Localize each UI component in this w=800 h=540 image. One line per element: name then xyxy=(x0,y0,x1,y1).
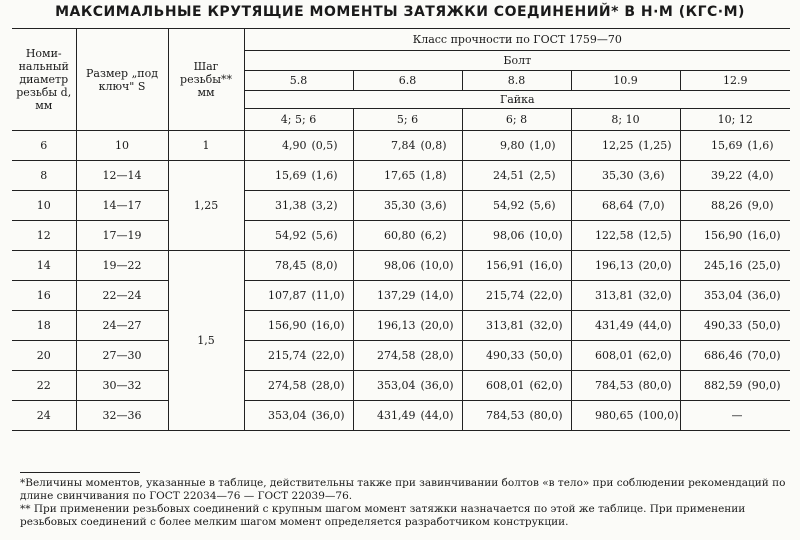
cell-torque xyxy=(353,221,462,251)
table-row xyxy=(12,281,790,311)
torque-nm: 686,46 xyxy=(704,349,743,362)
cell-torque xyxy=(571,131,680,161)
cell-torque xyxy=(353,191,462,221)
torque-nm: 490,33 xyxy=(486,349,525,362)
footnote-1: *Величины моментов, указанные в таблице, действительны также при завинчивании болтов «в тело» при соблюдении рекомендаций по длине свинчивания по ГОСТ 22034—76 — ГОСТ 22039—76. xyxy=(20,477,786,502)
cell-torque xyxy=(353,281,462,311)
torque-kgfm: (7,0) xyxy=(638,199,665,212)
cell-diameter: 12 xyxy=(36,229,51,242)
header-thread-pitch: Шаг резьбы** мм xyxy=(168,29,244,131)
table-row xyxy=(12,131,790,161)
table-row xyxy=(12,341,790,371)
torque-nm: 122,58 xyxy=(595,229,634,242)
torque-kgfm: (16,0) xyxy=(311,319,345,332)
cell-diameter: 10 xyxy=(36,199,51,212)
cell-wrench-size: 19—22 xyxy=(76,251,168,281)
torque-kgfm: (5,6) xyxy=(529,199,556,212)
torque-kgfm: (1,8) xyxy=(420,169,447,182)
torque-kgfm: (10,0) xyxy=(529,229,563,242)
torque-nm: 15,69 xyxy=(275,169,307,182)
torque-kgfm: (44,0) xyxy=(420,409,454,422)
torque-kgfm: (1,6) xyxy=(311,169,338,182)
torque-kgfm: (0,5) xyxy=(311,139,338,152)
torque-kgfm: (25,0) xyxy=(747,259,781,272)
torque-nm: 156,90 xyxy=(704,229,743,242)
cell-torque xyxy=(571,251,680,281)
torque-nm: 215,74 xyxy=(486,289,525,302)
torque-nm: 353,04 xyxy=(268,409,307,422)
cell-torque xyxy=(244,371,353,401)
bolt-class-0: 5.8 xyxy=(244,71,353,91)
torque-nm: 35,30 xyxy=(602,169,634,182)
footnotes xyxy=(20,472,790,529)
cell-diameter: 14 xyxy=(12,251,76,281)
torque-nm: 137,29 xyxy=(377,289,416,302)
table-row xyxy=(12,251,790,281)
torque-nm: 17,65 xyxy=(384,169,416,182)
footnote-2: ** При применении резьбовых соединений с крупным шагом момент затяжки назначается по этой же таблице. При применении резьбовых соединений с более мелким шагом момент определяется разработчиком конструкции. xyxy=(20,503,746,528)
torque-kgfm: (12,5) xyxy=(638,229,672,242)
cell-torque xyxy=(680,251,790,281)
cell-torque xyxy=(462,281,571,311)
torque-nm: 274,58 xyxy=(377,349,416,362)
torque-kgfm: (8,0) xyxy=(311,259,338,272)
torque-kgfm: (50,0) xyxy=(747,319,781,332)
torque-kgfm: (11,0) xyxy=(311,289,345,302)
cell-diameter: 16 xyxy=(36,289,51,302)
torque-kgfm: (6,2) xyxy=(420,229,447,242)
torque-kgfm: (5,6) xyxy=(311,229,338,242)
cell-torque xyxy=(680,191,790,221)
torque-nm: 54,92 xyxy=(275,229,307,242)
cell-torque xyxy=(680,401,790,431)
cell-torque xyxy=(244,281,353,311)
cell-torque xyxy=(353,371,462,401)
torque-nm: 196,13 xyxy=(595,259,634,272)
torque-kgfm: (32,0) xyxy=(529,319,563,332)
torque-nm: 274,58 xyxy=(268,379,307,392)
torque-kgfm: (22,0) xyxy=(311,349,345,362)
cell-torque xyxy=(680,311,790,341)
cell-wrench-size: 12—14 xyxy=(76,161,168,191)
torque-kgfm: (62,0) xyxy=(638,349,672,362)
nut-class-4: 10; 12 xyxy=(680,109,790,131)
torque-nm: 313,81 xyxy=(486,319,525,332)
cell-torque xyxy=(353,131,462,161)
torque-nm: 88,26 xyxy=(711,199,743,212)
torque-kgfm: (0,8) xyxy=(420,139,447,152)
torque-kgfm: (22,0) xyxy=(529,289,563,302)
cell-diameter: 22 xyxy=(36,379,51,392)
cell-torque xyxy=(353,251,462,281)
torque-nm: 12,25 xyxy=(602,139,634,152)
cell-torque xyxy=(244,131,353,161)
torque-kgfm: (32,0) xyxy=(638,289,672,302)
torque-kgfm: (16,0) xyxy=(747,229,781,242)
torque-nm: 784,53 xyxy=(486,409,525,422)
cell-torque xyxy=(244,221,353,251)
cell-torque xyxy=(680,221,790,251)
cell-thread-pitch: 1,25 xyxy=(168,161,244,251)
torque-kgfm: (50,0) xyxy=(529,349,563,362)
cell-torque xyxy=(462,371,571,401)
cell-diameter: 18 xyxy=(36,319,51,332)
cell-diameter: 20 xyxy=(36,349,51,362)
cell-torque xyxy=(571,191,680,221)
torque-nm: 54,92 xyxy=(493,199,525,212)
torque-nm: 156,91 xyxy=(486,259,525,272)
header-wrench-size: Размер „под ключ" S xyxy=(76,29,168,131)
torque-table xyxy=(12,28,790,431)
table-title: МАКСИМАЛЬНЫЕ КРУТЯЩИЕ МОМЕНТЫ ЗАТЯЖКИ СОЕДИНЕНИЙ* В Н·М (КГС·М) xyxy=(55,4,745,20)
nut-class-3: 8; 10 xyxy=(571,109,680,131)
cell-torque xyxy=(462,161,571,191)
table-row xyxy=(12,311,790,341)
cell-wrench-size: 10 xyxy=(76,131,168,161)
torque-kgfm: (36,0) xyxy=(747,289,781,302)
torque-nm: 31,38 xyxy=(275,199,307,212)
cell-torque xyxy=(462,191,571,221)
torque-nm: 313,81 xyxy=(595,289,634,302)
cell-torque xyxy=(462,311,571,341)
torque-nm: 9,80 xyxy=(500,139,525,152)
nut-class-0: 4; 5; 6 xyxy=(244,109,353,131)
cell-torque xyxy=(353,161,462,191)
torque-nm: 7,84 xyxy=(391,139,416,152)
torque-nm: 98,06 xyxy=(384,259,416,272)
cell-thread-pitch: 1 xyxy=(168,131,244,161)
cell-torque xyxy=(244,191,353,221)
cell-torque xyxy=(571,401,680,431)
cell-wrench-size: 27—30 xyxy=(76,341,168,371)
torque-nm: 60,80 xyxy=(384,229,416,242)
torque-kgfm: (100,0) xyxy=(638,409,679,422)
torque-kgfm: (3,6) xyxy=(638,169,665,182)
torque-kgfm: (3,6) xyxy=(420,199,447,212)
torque-kgfm: (3,2) xyxy=(311,199,338,212)
cell-torque xyxy=(462,341,571,371)
torque-kgfm: (2,5) xyxy=(529,169,556,182)
cell-wrench-size: 14—17 xyxy=(76,191,168,221)
nut-class-1: 5; 6 xyxy=(353,109,462,131)
torque-nm: 980,65 xyxy=(595,409,634,422)
cell-torque xyxy=(571,221,680,251)
torque-kgfm: (1,0) xyxy=(529,139,556,152)
cell-torque xyxy=(244,341,353,371)
cell-torque xyxy=(680,281,790,311)
torque-nm: 68,64 xyxy=(602,199,634,212)
cell-torque xyxy=(353,341,462,371)
cell-torque xyxy=(571,281,680,311)
bolt-class-1: 6.8 xyxy=(353,71,462,91)
torque-kgfm: (10,0) xyxy=(420,259,454,272)
cell-wrench-size: 17—19 xyxy=(76,221,168,251)
cell-diameter: 24 xyxy=(36,409,51,422)
torque-nm: 98,06 xyxy=(493,229,525,242)
torque-nm: 107,87 xyxy=(268,289,307,302)
torque-kgfm: (28,0) xyxy=(420,349,454,362)
table-row xyxy=(12,191,790,221)
cell-torque xyxy=(680,341,790,371)
header-strength-class: Класс прочности по ГОСТ 1759—70 xyxy=(244,29,790,51)
cell-diameter: 6 xyxy=(12,131,76,161)
cell-torque xyxy=(244,161,353,191)
footnote-separator xyxy=(20,472,140,473)
torque-kgfm: (36,0) xyxy=(420,379,454,392)
nut-class-2: 6; 8 xyxy=(462,109,571,131)
torque-kgfm: (90,0) xyxy=(747,379,781,392)
torque-kgfm: (70,0) xyxy=(747,349,781,362)
table-row xyxy=(12,371,790,401)
torque-nm: 39,22 xyxy=(711,169,743,182)
bolt-class-4: 12.9 xyxy=(680,71,790,91)
torque-kgfm: (20,0) xyxy=(420,319,454,332)
torque-nm: 353,04 xyxy=(704,289,743,302)
cell-diameter: 8 xyxy=(40,169,48,182)
torque-nm: 156,90 xyxy=(268,319,307,332)
cell-torque xyxy=(571,341,680,371)
cell-torque xyxy=(680,161,790,191)
torque-nm: 15,69 xyxy=(711,139,743,152)
torque-nm: 490,33 xyxy=(704,319,743,332)
torque-kgfm: (14,0) xyxy=(420,289,454,302)
cell-torque xyxy=(353,401,462,431)
torque-kgfm: (44,0) xyxy=(638,319,672,332)
torque-nm: 431,49 xyxy=(595,319,634,332)
table-row xyxy=(12,161,790,191)
torque-nm: 353,04 xyxy=(377,379,416,392)
cell-thread-pitch: 1,5 xyxy=(168,251,244,431)
cell-torque xyxy=(244,251,353,281)
torque-nm: 35,30 xyxy=(384,199,416,212)
torque-nm: 4,90 xyxy=(282,139,307,152)
torque-nm: 784,53 xyxy=(595,379,634,392)
cell-wrench-size: 22—24 xyxy=(76,281,168,311)
cell-torque xyxy=(462,251,571,281)
cell-torque xyxy=(680,131,790,161)
cell-wrench-size: 32—36 xyxy=(76,401,168,431)
torque-nm: — xyxy=(731,409,743,422)
torque-kgfm: (1,6) xyxy=(747,139,774,152)
torque-kgfm: (20,0) xyxy=(638,259,672,272)
torque-nm: 608,01 xyxy=(595,349,634,362)
torque-kgfm: (62,0) xyxy=(529,379,563,392)
torque-nm: 196,13 xyxy=(377,319,416,332)
cell-torque xyxy=(571,311,680,341)
cell-torque xyxy=(462,221,571,251)
cell-wrench-size: 24—27 xyxy=(76,311,168,341)
torque-nm: 78,45 xyxy=(275,259,307,272)
table-row xyxy=(12,401,790,431)
header-nut: Гайка xyxy=(244,91,790,109)
torque-kgfm: (80,0) xyxy=(529,409,563,422)
bolt-class-2: 8.8 xyxy=(462,71,571,91)
cell-torque xyxy=(353,311,462,341)
cell-wrench-size: 30—32 xyxy=(76,371,168,401)
header-diameter: Номи- нальный диаметр резьбы d, мм xyxy=(12,29,76,131)
torque-nm: 882,59 xyxy=(704,379,743,392)
torque-nm: 215,74 xyxy=(268,349,307,362)
torque-nm: 245,16 xyxy=(704,259,743,272)
cell-torque xyxy=(244,401,353,431)
torque-kgfm: (4,0) xyxy=(747,169,774,182)
cell-torque xyxy=(462,131,571,161)
cell-torque xyxy=(462,401,571,431)
torque-kgfm: (16,0) xyxy=(529,259,563,272)
header-bolt: Болт xyxy=(244,51,790,71)
table-row xyxy=(12,221,790,251)
torque-nm: 431,49 xyxy=(377,409,416,422)
torque-kgfm: (36,0) xyxy=(311,409,345,422)
torque-kgfm: (9,0) xyxy=(747,199,774,212)
bolt-class-3: 10.9 xyxy=(571,71,680,91)
cell-torque xyxy=(244,311,353,341)
cell-torque xyxy=(680,371,790,401)
torque-nm: 24,51 xyxy=(493,169,525,182)
torque-kgfm: (28,0) xyxy=(311,379,345,392)
cell-torque xyxy=(571,371,680,401)
cell-torque xyxy=(571,161,680,191)
torque-nm: 608,01 xyxy=(486,379,525,392)
torque-kgfm: (80,0) xyxy=(638,379,672,392)
torque-kgfm: (1,25) xyxy=(638,139,672,152)
